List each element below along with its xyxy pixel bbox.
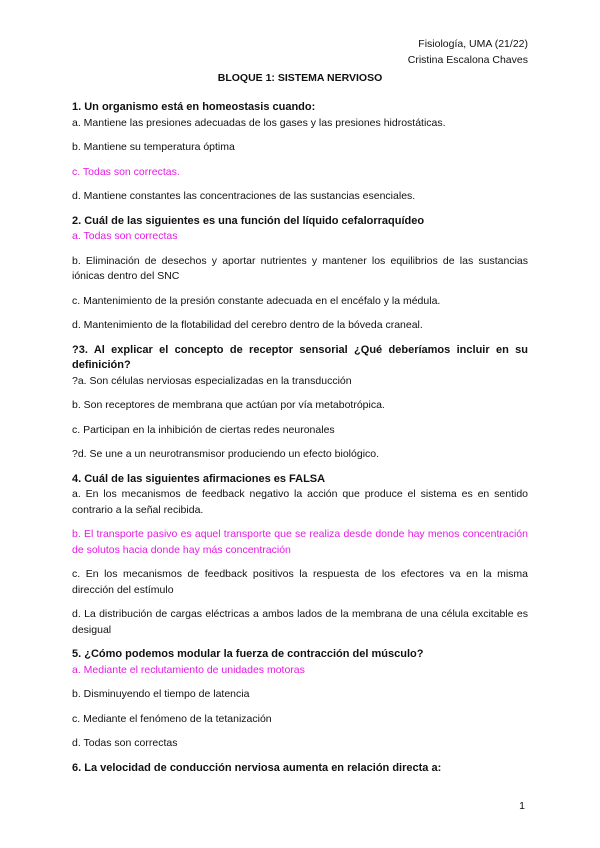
- answer-option: d. La distribución de cargas eléctricas a ambos lados de la membrana de una célula excitable es desigual: [72, 608, 528, 636]
- answer-option: b. Eliminación de desechos y aportar nutrientes y mantener los equilibrios de las sustancias iónicas dentro del SNC: [72, 254, 528, 282]
- question-text: 4. Cuál de las siguientes afirmaciones es FALSA: [72, 472, 326, 485]
- question-block: [72, 343, 528, 463]
- answer-option: b. Son receptores de membrana que actúan por vía metabotrópica.: [72, 399, 385, 411]
- question-text: 2. Cuál de las siguientes es una función del líquido cefalorraquídeo: [72, 214, 425, 227]
- answer-option-correct: a. Mediante el reclutamiento de unidades motoras: [72, 663, 305, 676]
- page-number: 1: [519, 800, 525, 812]
- answer-option: c. Mantenimiento de la presión constante adecuada en el encéfalo y la médula.: [72, 294, 441, 307]
- question-block: [72, 761, 528, 777]
- header-author: Cristina Escalona Chaves: [407, 54, 528, 66]
- questions-list: [72, 100, 528, 778]
- answer-option: ?d. Se une a un neurotransmisor produciendo un efecto biológico.: [72, 448, 380, 460]
- page-header: [408, 36, 528, 68]
- question-text: 1. Un organismo está en homeostasis cuando:: [72, 101, 316, 113]
- answer-option: c. Mediante el fenómeno de la tetanización: [72, 712, 272, 725]
- answer-option: a. En los mecanismos de feedback negativo la acción que produce el sistema es en sentido contrario a la señal recibida.: [72, 488, 528, 516]
- answer-option: d. Mantiene constantes las concentraciones de las sustancias esenciales.: [72, 190, 416, 202]
- answer-option-correct: c. Todas son correctas.: [72, 165, 180, 178]
- answer-option: a. Mantiene las presiones adecuadas de los gases y las presiones hidrostáticas.: [72, 116, 446, 129]
- answer-option-correct: a. Todas son correctas: [72, 230, 178, 242]
- question-block: [72, 214, 528, 334]
- answer-option: d. Todas son correctas: [72, 737, 178, 749]
- answer-option: b. Disminuyendo el tiempo de latencia: [72, 688, 250, 700]
- question-text: ?3. Al explicar el concepto de receptor sensorial ¿Qué deberíamos incluir en su definición?: [72, 343, 528, 371]
- question-text: 5. ¿Cómo podemos modular la fuerza de contracción del músculo?: [72, 648, 424, 660]
- question-block: [72, 100, 528, 205]
- header-course: Fisiología, UMA (21/22): [418, 38, 528, 50]
- answer-option: d. Mantenimiento de la flotabilidad del cerebro dentro de la bóveda craneal.: [72, 319, 423, 331]
- answer-option: c. En los mecanismos de feedback positivos la respuesta de los efectores va en la misma dirección del estímulo: [72, 568, 528, 596]
- document-title: BLOQUE 1: SISTEMA NERVIOSO: [217, 72, 383, 84]
- answer-option-correct: b. El transporte pasivo es aquel transporte que se realiza desde donde hay menos concentración de solutos hacia donde hay más concentración: [72, 528, 528, 556]
- answer-option: ?a. Son células nerviosas especializadas en la transducción: [72, 374, 352, 387]
- question-text: 6. La velocidad de conducción nerviosa aumenta en relación directa a:: [72, 761, 442, 774]
- answer-option: b. Mantiene su temperatura óptima: [72, 141, 235, 153]
- question-block: [72, 647, 528, 752]
- answer-option: c. Participan en la inhibición de ciertas redes neuronales: [72, 423, 335, 436]
- question-block: [72, 472, 528, 639]
